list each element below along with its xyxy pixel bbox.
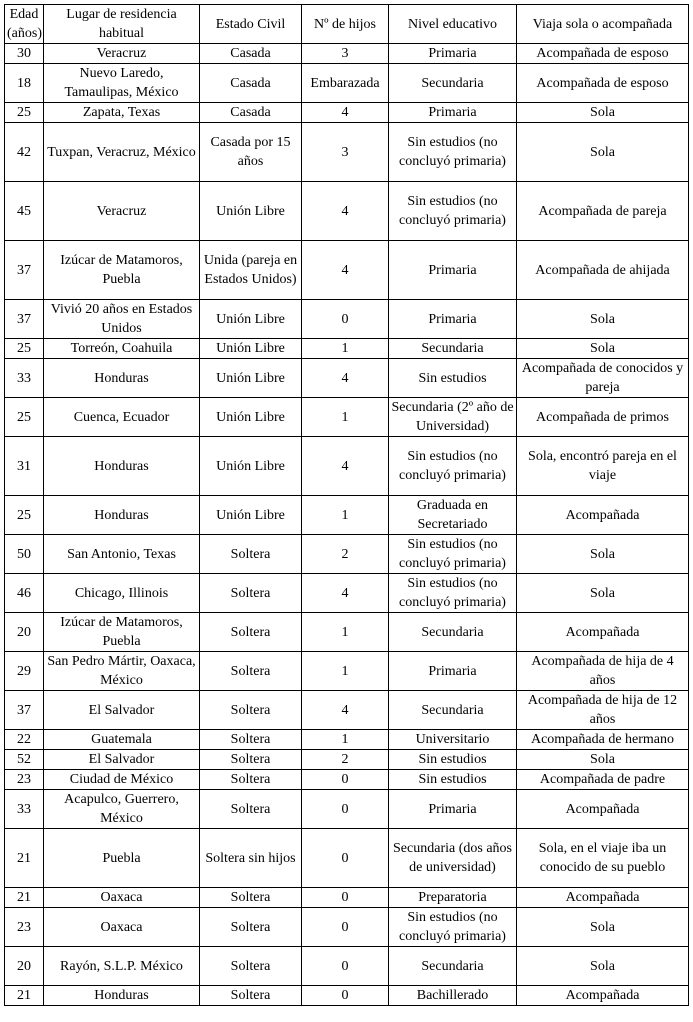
cell-hijos: 0 — [302, 908, 389, 947]
cell-estado-civil: Soltera — [200, 947, 302, 986]
cell-edad: 25 — [5, 103, 44, 123]
cell-edad: 37 — [5, 300, 44, 339]
cell-edad: 18 — [5, 64, 44, 103]
cell-hijos: 0 — [302, 790, 389, 829]
cell-estado-civil: Soltera — [200, 986, 302, 1006]
cell-lugar: Tuxpan, Veracruz, México — [44, 123, 200, 182]
table-row — [5, 339, 689, 359]
cell-nivel-educativo: Primaria — [389, 103, 517, 123]
cell-hijos: 1 — [302, 339, 389, 359]
cell-viaja: Acompañada de esposo — [517, 64, 689, 103]
cell-edad: 23 — [5, 770, 44, 790]
cell-edad: 42 — [5, 123, 44, 182]
cell-estado-civil: Soltera — [200, 652, 302, 691]
cell-lugar: Zapata, Texas — [44, 103, 200, 123]
cell-hijos: 4 — [302, 691, 389, 730]
cell-nivel-educativo: Graduada en Secretariado — [389, 496, 517, 535]
cell-nivel-educativo: Bachillerado — [389, 986, 517, 1006]
table-row — [5, 103, 689, 123]
cell-estado-civil: Casada — [200, 103, 302, 123]
cell-hijos: 0 — [302, 986, 389, 1006]
cell-hijos: 4 — [302, 359, 389, 398]
cell-nivel-educativo: Primaria — [389, 790, 517, 829]
cell-edad: 21 — [5, 829, 44, 888]
cell-lugar: Izúcar de Matamoros, Puebla — [44, 241, 200, 300]
cell-lugar: San Antonio, Texas — [44, 535, 200, 574]
cell-estado-civil: Soltera — [200, 574, 302, 613]
cell-estado-civil: Soltera — [200, 770, 302, 790]
cell-estado-civil: Soltera — [200, 888, 302, 908]
cell-nivel-educativo: Sin estudios (no concluyó primaria) — [389, 574, 517, 613]
cell-lugar: Veracruz — [44, 44, 200, 64]
cell-lugar: Chicago, Illinois — [44, 574, 200, 613]
cell-lugar: Honduras — [44, 437, 200, 496]
cell-nivel-educativo: Sin estudios (no concluyó primaria) — [389, 182, 517, 241]
table-row — [5, 770, 689, 790]
cell-edad: 25 — [5, 339, 44, 359]
cell-lugar: Acapulco, Guerrero, México — [44, 790, 200, 829]
cell-estado-civil: Casada — [200, 64, 302, 103]
cell-estado-civil: Soltera — [200, 730, 302, 750]
cell-viaja: Acompañada de ahijada — [517, 241, 689, 300]
cell-lugar: Honduras — [44, 986, 200, 1006]
table-row — [5, 535, 689, 574]
table-row — [5, 496, 689, 535]
cell-lugar: Nuevo Laredo, Tamaulipas, México — [44, 64, 200, 103]
cell-nivel-educativo: Preparatoria — [389, 888, 517, 908]
cell-edad: 20 — [5, 947, 44, 986]
cell-lugar: Izúcar de Matamoros, Puebla — [44, 613, 200, 652]
cell-viaja: Acompañada — [517, 613, 689, 652]
cell-hijos: 1 — [302, 613, 389, 652]
cell-edad: 37 — [5, 241, 44, 300]
cell-lugar: Oaxaca — [44, 888, 200, 908]
cell-edad: 23 — [5, 908, 44, 947]
cell-viaja: Sola, encontró pareja en el viaje — [517, 437, 689, 496]
cell-viaja: Acompañada de hija de 12 años — [517, 691, 689, 730]
cell-hijos: 0 — [302, 888, 389, 908]
cell-nivel-educativo: Secundaria — [389, 691, 517, 730]
cell-edad: 30 — [5, 44, 44, 64]
cell-hijos: 1 — [302, 652, 389, 691]
cell-viaja: Acompañada de pareja — [517, 182, 689, 241]
cell-nivel-educativo: Secundaria (2º año de Universidad) — [389, 398, 517, 437]
cell-viaja: Acompañada de hija de 4 años — [517, 652, 689, 691]
cell-estado-civil: Soltera — [200, 613, 302, 652]
table-row — [5, 359, 689, 398]
table-container — [4, 4, 689, 1006]
cell-hijos: Embarazada — [302, 64, 389, 103]
cell-hijos: 0 — [302, 770, 389, 790]
header-nivel-educativo: Nivel educativo — [389, 5, 517, 44]
cell-estado-civil: Casada — [200, 44, 302, 64]
cell-nivel-educativo: Secundaria — [389, 339, 517, 359]
cell-nivel-educativo: Universitario — [389, 730, 517, 750]
cell-nivel-educativo: Primaria — [389, 652, 517, 691]
cell-edad: 25 — [5, 496, 44, 535]
cell-estado-civil: Casada por 15 años — [200, 123, 302, 182]
cell-viaja: Sola — [517, 947, 689, 986]
cell-hijos: 0 — [302, 300, 389, 339]
cell-edad: 50 — [5, 535, 44, 574]
table-row — [5, 182, 689, 241]
cell-estado-civil: Unión Libre — [200, 398, 302, 437]
table-row — [5, 652, 689, 691]
cell-edad: 45 — [5, 182, 44, 241]
cell-hijos: 3 — [302, 123, 389, 182]
header-hijos: Nº de hijos — [302, 5, 389, 44]
table-row — [5, 44, 689, 64]
cell-hijos: 1 — [302, 730, 389, 750]
cell-viaja: Sola — [517, 908, 689, 947]
table-row — [5, 829, 689, 888]
table-row — [5, 437, 689, 496]
cell-viaja: Acompañada de padre — [517, 770, 689, 790]
cell-hijos: 2 — [302, 750, 389, 770]
table-row — [5, 888, 689, 908]
header-lugar: Lugar de residencia habitual — [44, 5, 200, 44]
cell-nivel-educativo: Primaria — [389, 44, 517, 64]
cell-hijos: 4 — [302, 103, 389, 123]
table-row — [5, 730, 689, 750]
cell-nivel-educativo: Sin estudios (no concluyó primaria) — [389, 437, 517, 496]
table-row — [5, 300, 689, 339]
table-row — [5, 691, 689, 730]
cell-viaja: Acompañada — [517, 986, 689, 1006]
cell-estado-civil: Soltera — [200, 691, 302, 730]
cell-viaja: Sola — [517, 574, 689, 613]
cell-viaja: Sola — [517, 123, 689, 182]
cell-lugar: Honduras — [44, 496, 200, 535]
cell-viaja: Sola — [517, 535, 689, 574]
cell-hijos: 4 — [302, 241, 389, 300]
cell-hijos: 2 — [302, 535, 389, 574]
table-row — [5, 750, 689, 770]
cell-nivel-educativo: Sin estudios — [389, 359, 517, 398]
cell-lugar: Vivió 20 años en Estados Unidos — [44, 300, 200, 339]
cell-lugar: Torreón, Coahuila — [44, 339, 200, 359]
table-row — [5, 613, 689, 652]
cell-nivel-educativo: Sin estudios — [389, 750, 517, 770]
table-row — [5, 398, 689, 437]
cell-estado-civil: Unión Libre — [200, 437, 302, 496]
cell-nivel-educativo: Secundaria — [389, 613, 517, 652]
table-row — [5, 947, 689, 986]
cell-hijos: 4 — [302, 437, 389, 496]
cell-lugar: Veracruz — [44, 182, 200, 241]
table-row — [5, 64, 689, 103]
cell-edad: 29 — [5, 652, 44, 691]
cell-lugar: Honduras — [44, 359, 200, 398]
table-row — [5, 790, 689, 829]
cell-hijos: 0 — [302, 947, 389, 986]
cell-estado-civil: Soltera sin hijos — [200, 829, 302, 888]
table-body — [5, 44, 689, 1006]
table-row — [5, 574, 689, 613]
cell-lugar: Puebla — [44, 829, 200, 888]
cell-viaja: Acompañada de esposo — [517, 44, 689, 64]
data-table — [4, 4, 689, 1006]
cell-viaja: Sola — [517, 339, 689, 359]
cell-nivel-educativo: Secundaria — [389, 947, 517, 986]
cell-lugar: Guatemala — [44, 730, 200, 750]
cell-hijos: 3 — [302, 44, 389, 64]
cell-hijos: 1 — [302, 496, 389, 535]
cell-lugar: Oaxaca — [44, 908, 200, 947]
cell-edad: 25 — [5, 398, 44, 437]
cell-estado-civil: Soltera — [200, 750, 302, 770]
cell-estado-civil: Unión Libre — [200, 339, 302, 359]
header-row — [5, 5, 689, 44]
cell-viaja: Sola, en el viaje iba un conocido de su pueblo — [517, 829, 689, 888]
cell-viaja: Acompañada de hermano — [517, 730, 689, 750]
cell-nivel-educativo: Sin estudios — [389, 770, 517, 790]
table-row — [5, 986, 689, 1006]
cell-edad: 37 — [5, 691, 44, 730]
cell-nivel-educativo: Primaria — [389, 300, 517, 339]
cell-hijos: 4 — [302, 574, 389, 613]
cell-lugar: Cuenca, Ecuador — [44, 398, 200, 437]
cell-viaja: Acompañada de primos — [517, 398, 689, 437]
header-edad: Edad (años) — [5, 5, 44, 44]
cell-estado-civil: Soltera — [200, 790, 302, 829]
cell-edad: 33 — [5, 359, 44, 398]
cell-estado-civil: Unión Libre — [200, 496, 302, 535]
cell-viaja: Sola — [517, 103, 689, 123]
cell-edad: 52 — [5, 750, 44, 770]
cell-estado-civil: Unión Libre — [200, 182, 302, 241]
cell-hijos: 1 — [302, 398, 389, 437]
cell-nivel-educativo: Secundaria — [389, 64, 517, 103]
cell-estado-civil: Soltera — [200, 908, 302, 947]
cell-viaja: Acompañada — [517, 790, 689, 829]
cell-hijos: 4 — [302, 182, 389, 241]
cell-nivel-educativo: Secundaria (dos años de universidad) — [389, 829, 517, 888]
cell-lugar: Ciudad de México — [44, 770, 200, 790]
cell-lugar: Rayón, S.L.P. México — [44, 947, 200, 986]
cell-edad: 21 — [5, 986, 44, 1006]
cell-viaja: Acompañada de conocidos y pareja — [517, 359, 689, 398]
cell-nivel-educativo: Primaria — [389, 241, 517, 300]
header-viaja: Viaja sola o acompañada — [517, 5, 689, 44]
cell-viaja: Acompañada — [517, 888, 689, 908]
cell-edad: 20 — [5, 613, 44, 652]
cell-edad: 31 — [5, 437, 44, 496]
cell-hijos: 0 — [302, 829, 389, 888]
cell-edad: 22 — [5, 730, 44, 750]
cell-viaja: Sola — [517, 300, 689, 339]
table-row — [5, 123, 689, 182]
cell-estado-civil: Unida (pareja en Estados Unidos) — [200, 241, 302, 300]
cell-estado-civil: Soltera — [200, 535, 302, 574]
cell-viaja: Acompañada — [517, 496, 689, 535]
cell-nivel-educativo: Sin estudios (no concluyó primaria) — [389, 123, 517, 182]
cell-viaja: Sola — [517, 750, 689, 770]
cell-edad: 21 — [5, 888, 44, 908]
table-row — [5, 241, 689, 300]
cell-nivel-educativo: Sin estudios (no concluyó primaria) — [389, 908, 517, 947]
cell-estado-civil: Unión Libre — [200, 300, 302, 339]
cell-edad: 33 — [5, 790, 44, 829]
cell-estado-civil: Unión Libre — [200, 359, 302, 398]
cell-nivel-educativo: Sin estudios (no concluyó primaria) — [389, 535, 517, 574]
header-estado-civil: Estado Civil — [200, 5, 302, 44]
cell-edad: 46 — [5, 574, 44, 613]
cell-lugar: El Salvador — [44, 750, 200, 770]
table-row — [5, 908, 689, 947]
cell-lugar: El Salvador — [44, 691, 200, 730]
cell-lugar: San Pedro Mártir, Oaxaca, México — [44, 652, 200, 691]
